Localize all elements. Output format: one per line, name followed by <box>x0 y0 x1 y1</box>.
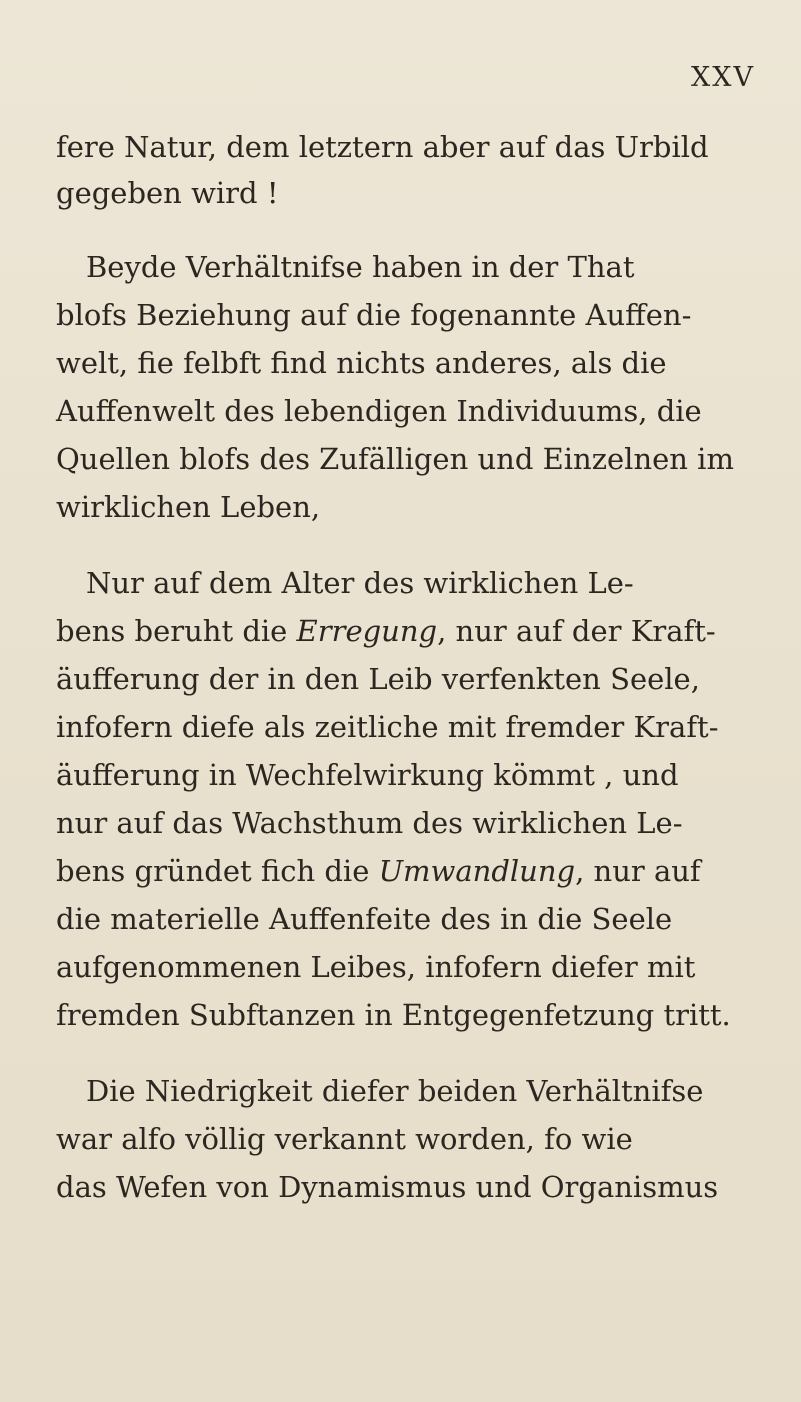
text-line: Nur auf dem Alter des wirklichen Le- <box>86 566 634 600</box>
text-line: wirklichen Leben, <box>56 490 321 524</box>
page-number: XXV <box>691 62 755 93</box>
text-line: Die Niedrigkeit diefer beiden Verhältnifse <box>86 1074 704 1108</box>
text-line: äufferung in Wechfelwirkung kömmt , und <box>56 758 679 792</box>
text-line: aufgenommenen Leibes, infofern diefer mit <box>56 950 696 984</box>
text-line: Quellen blofs des Zufälligen und Einzelnen im <box>56 442 734 476</box>
text-line: bens beruht die Erregung, nur auf der Kraft- <box>56 614 716 648</box>
text-line: fremden Subftanzen in Entgegenfetzung tritt. <box>56 998 731 1032</box>
text-line: bens gründet fich die Umwandlung, nur auf <box>56 854 701 888</box>
text-line: war alfo völlig verkannt worden, fo wie <box>56 1122 633 1156</box>
text-line: welt, fie felbft find nichts anderes, als die <box>56 346 667 380</box>
text-line: das Wefen von Dynamismus und Organismus <box>56 1170 719 1204</box>
text-line: infofern diefe als zeitliche mit fremder Kraft- <box>56 710 719 744</box>
text-line: Auffenwelt des lebendigen Individuums, die <box>56 394 702 428</box>
text-line: äufferung der in den Leib verfenkten Seele, <box>56 662 700 696</box>
text-line: fere Natur, dem letztern aber auf das Urbild <box>56 130 709 164</box>
text-line: blofs Beziehung auf die fogenannte Auffen- <box>56 298 692 332</box>
text-line: nur auf das Wachsthum des wirklichen Le- <box>56 806 683 840</box>
text-line: Beyde Verhältnifse haben in der That <box>86 250 635 284</box>
text-line: die materielle Auffenfeite des in die Seele <box>56 902 673 936</box>
text-line: gegeben wird ! <box>56 176 279 210</box>
